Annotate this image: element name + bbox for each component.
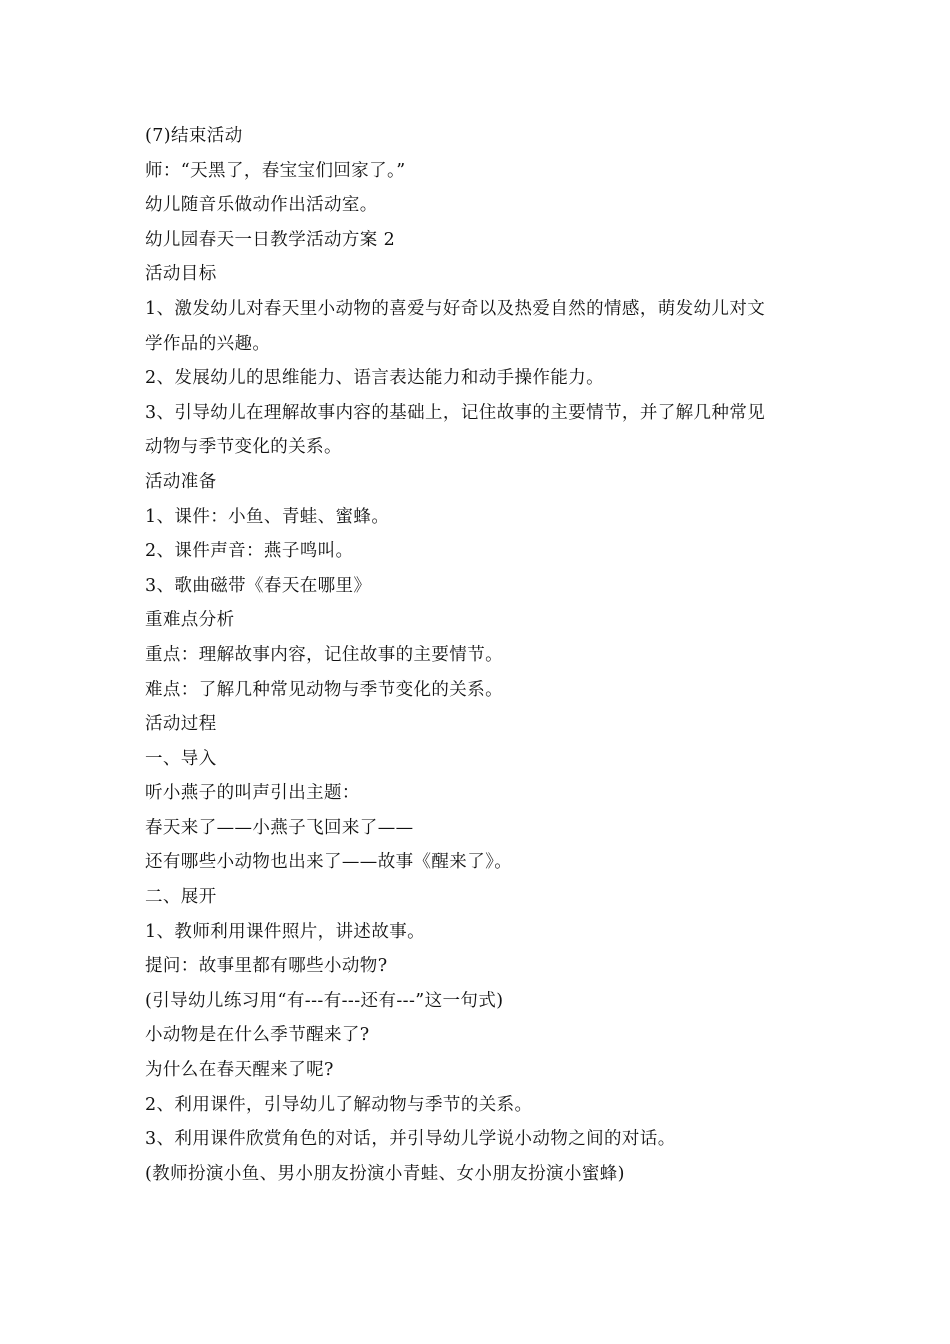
text-line: 1、教师利用课件照片，讲述故事。 <box>145 921 426 942</box>
document-page <box>145 119 825 1191</box>
text-line: 难点：了解几种常见动物与季节变化的关系。 <box>145 679 503 700</box>
section-heading-key-points: 重难点分析 <box>145 610 235 631</box>
text-line: 2、利用课件，引导幼儿了解动物与季节的关系。 <box>145 1094 533 1115</box>
text-line: 2、课件声音：燕子鸣叫。 <box>145 541 354 562</box>
text-line: 2、发展幼儿的思维能力、语言表达能力和动手操作能力。 <box>145 368 605 389</box>
text-line: 还有哪些小动物也出来了——故事《醒来了》。 <box>145 852 513 873</box>
text-line: 动物与季节变化的关系。 <box>145 437 342 458</box>
text-line: 幼儿随音乐做动作出活动室。 <box>145 195 378 216</box>
text-line: 学作品的兴趣。 <box>145 333 271 354</box>
text-line: (教师扮演小鱼、男小朋友扮演小青蛙、女小朋友扮演小蜜蜂) <box>145 1163 625 1184</box>
text-line: 提问：故事里都有哪些小动物? <box>145 956 388 977</box>
text-line: 为什么在春天醒来了呢? <box>145 1060 334 1081</box>
plan-title: 幼儿园春天一日教学活动方案 2 <box>145 229 396 250</box>
subsection-heading-intro: 一、导入 <box>145 748 217 769</box>
text-line: 听小燕子的叫声引出主题： <box>145 783 360 804</box>
section-heading-goals: 活动目标 <box>145 264 217 285</box>
text-line: 春天来了——小燕子飞回来了—— <box>145 817 414 838</box>
section-heading-preparation: 活动准备 <box>145 471 217 492</box>
text-line: 小动物是在什么季节醒来了? <box>145 1025 370 1046</box>
section-heading-end-activity: (7)结束活动 <box>145 126 243 146</box>
text-line: 重点：理解故事内容，记住故事的主要情节。 <box>145 644 503 665</box>
subsection-heading-develop: 二、展开 <box>145 887 217 908</box>
text-line: 师：“天黑了，春宝宝们回家了。” <box>145 160 406 181</box>
text-line: 1、课件：小鱼、青蛙、蜜蜂。 <box>145 506 390 527</box>
text-line: 3、引导幼儿在理解故事内容的基础上，记住故事的主要情节，并了解几种常见 <box>145 402 766 423</box>
text-line: 1、激发幼儿对春天里小动物的喜爱与好奇以及热爱自然的情感，萌发幼儿对文 <box>145 298 766 319</box>
text-line: 3、利用课件欣赏角色的对话，并引导幼儿学说小动物之间的对话。 <box>145 1129 676 1150</box>
text-line: 3、歌曲磁带《春天在哪里》 <box>145 575 372 596</box>
text-line: (引导幼儿练习用“有---有---还有---”这一句式) <box>145 990 504 1011</box>
section-heading-process: 活动过程 <box>145 714 217 735</box>
